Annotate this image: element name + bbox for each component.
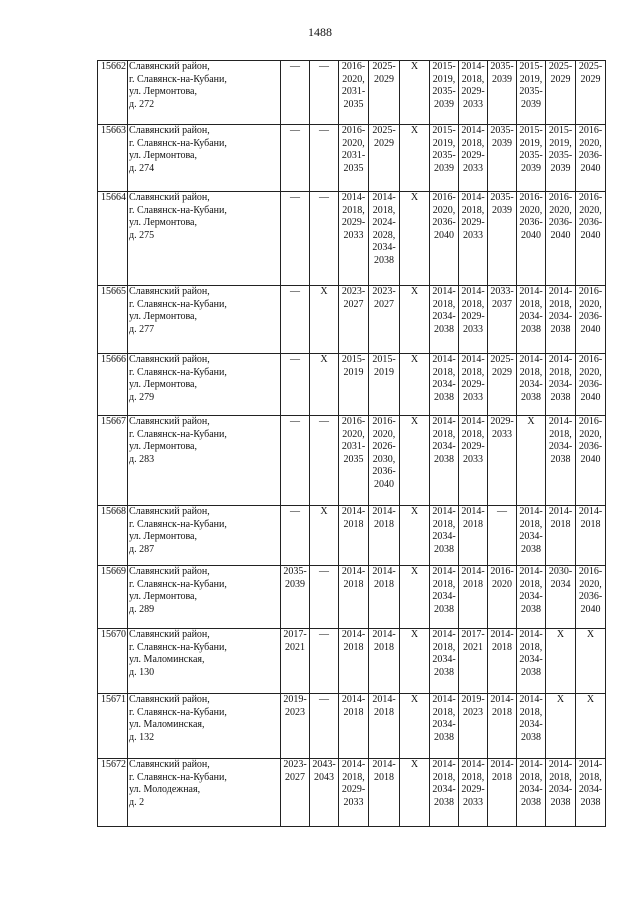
record-number: 15666	[98, 354, 128, 416]
period-cell: 2014- 2018, 2029- 2033	[459, 759, 488, 827]
address-line: Славянский район,	[129, 354, 210, 365]
period-cell: 2014- 2018, 2034- 2038	[546, 286, 576, 354]
address-line: ул. Маломинская,	[129, 654, 205, 665]
period-cell: 2015- 2019, 2035- 2039	[517, 61, 546, 125]
address-line: г. Славянск-на-Кубани,	[129, 428, 227, 440]
period-cell: 2015- 2019, 2035- 2039	[546, 125, 576, 192]
period-cell: 2014- 2018	[459, 506, 488, 566]
period-cell: 2014- 2018	[488, 694, 517, 759]
period-cell: X	[310, 354, 339, 416]
address-line: Славянский район,	[129, 506, 210, 517]
period-cell: 2014- 2018, 2034- 2038	[546, 759, 576, 827]
period-cell: 2019- 2023	[281, 694, 310, 759]
record-number: 15662	[98, 61, 128, 125]
address-cell	[128, 416, 281, 506]
period-cell: 2029- 2033	[488, 416, 517, 506]
address-line: д. 274	[129, 162, 155, 174]
period-cell: —	[310, 566, 339, 629]
period-cell: 2014- 2018	[339, 566, 369, 629]
period-cell: —	[488, 506, 517, 566]
address-line: г. Славянск-на-Кубани,	[129, 204, 227, 216]
address-line: Славянский район,	[129, 125, 210, 136]
period-cell: 2014- 2018	[369, 506, 400, 566]
address-cell	[128, 566, 281, 629]
record-number: 15670	[98, 629, 128, 694]
address-cell	[128, 694, 281, 759]
address-line: ул. Лермонтова,	[129, 441, 197, 452]
period-cell: 2016- 2020, 2036- 2040	[576, 566, 606, 629]
period-cell: 2014- 2018, 2029- 2033	[459, 416, 488, 506]
period-cell: 2016- 2020, 2031- 2035	[339, 416, 369, 506]
period-cell: 2016- 2020, 2036- 2040	[576, 125, 606, 192]
period-cell: 2014- 2018	[369, 694, 400, 759]
period-cell: 2025- 2029	[369, 125, 400, 192]
record-number: 15668	[98, 506, 128, 566]
address-cell	[128, 354, 281, 416]
period-cell: 2014- 2018, 2029- 2033	[459, 286, 488, 354]
address-line: ул. Лермонтова,	[129, 379, 197, 390]
address-line: г. Славянск-на-Кубани,	[129, 518, 227, 530]
period-cell: X	[400, 759, 430, 827]
address-cell	[128, 286, 281, 354]
period-cell: X	[517, 416, 546, 506]
period-cell: X	[400, 506, 430, 566]
period-cell: 2014- 2018, 2029- 2033	[459, 125, 488, 192]
address-line: ул. Лермонтова,	[129, 531, 197, 542]
address-line: д. 275	[129, 229, 155, 241]
period-cell: 2016- 2020, 2036- 2040	[430, 192, 459, 286]
address-line: г. Славянск-на-Кубани,	[129, 771, 227, 783]
period-cell: 2016- 2020, 2036- 2040	[576, 286, 606, 354]
record-number: 15667	[98, 416, 128, 506]
period-cell: 2019- 2023	[459, 694, 488, 759]
table-row	[98, 286, 606, 354]
address-line: Славянский район,	[129, 416, 210, 427]
period-cell: 2015- 2019, 2035- 2039	[430, 61, 459, 125]
period-cell: 2035- 2039	[488, 192, 517, 286]
period-cell: 2014- 2018	[339, 629, 369, 694]
record-number: 15665	[98, 286, 128, 354]
table-row	[98, 354, 606, 416]
period-cell: X	[546, 629, 576, 694]
period-cell: 2014- 2018	[546, 506, 576, 566]
address-line: д. 2	[129, 796, 145, 808]
address-line: д. 287	[129, 543, 155, 555]
address-line: ул. Лермонтова,	[129, 217, 197, 228]
period-cell: —	[310, 416, 339, 506]
table-row	[98, 61, 606, 125]
address-line: ул. Маломинская,	[129, 719, 205, 730]
period-cell: X	[310, 286, 339, 354]
address-cell	[128, 759, 281, 827]
period-cell: 2014- 2018, 2029- 2033	[459, 61, 488, 125]
period-cell: 2014- 2018, 2034- 2038	[430, 506, 459, 566]
period-cell: —	[310, 61, 339, 125]
record-number: 15671	[98, 694, 128, 759]
period-cell: 2014- 2018, 2034- 2038	[430, 354, 459, 416]
period-cell: 2016- 2020, 2031- 2035	[339, 61, 369, 125]
address-line: д. 130	[129, 666, 155, 678]
address-line: г. Славянск-на-Кубани,	[129, 706, 227, 718]
period-cell: 2014- 2018	[369, 759, 400, 827]
period-cell: —	[310, 125, 339, 192]
period-cell: 2025- 2029	[488, 354, 517, 416]
period-cell: 2016- 2020, 2036- 2040	[546, 192, 576, 286]
address-line: ул. Лермонтова,	[129, 150, 197, 161]
period-cell: 2014- 2018, 2029- 2033	[459, 354, 488, 416]
period-cell: 2016- 2020, 2036- 2040	[576, 354, 606, 416]
period-cell: 2014- 2018	[459, 566, 488, 629]
record-number: 15663	[98, 125, 128, 192]
address-line: д. 132	[129, 731, 155, 743]
address-cell	[128, 192, 281, 286]
period-cell: 2016- 2020, 2026- 2030, 2036- 2040	[369, 416, 400, 506]
address-line: Славянский район,	[129, 61, 210, 72]
address-line: д. 272	[129, 98, 155, 110]
period-cell: 2035- 2039	[488, 125, 517, 192]
period-cell: 2014- 2018	[339, 506, 369, 566]
period-cell: 2014- 2018, 2034- 2038	[546, 354, 576, 416]
address-line: г. Славянск-на-Кубани,	[129, 298, 227, 310]
period-cell: X	[576, 694, 606, 759]
address-cell	[128, 506, 281, 566]
period-cell: 2014- 2018, 2034- 2038	[576, 759, 606, 827]
period-cell: 2014- 2018, 2034- 2038	[517, 629, 546, 694]
period-cell: —	[310, 192, 339, 286]
table-row	[98, 506, 606, 566]
period-cell: 2043- 2043	[310, 759, 339, 827]
period-cell: 2023- 2027	[369, 286, 400, 354]
period-cell: 2016- 2020, 2036- 2040	[576, 192, 606, 286]
period-cell: 2014- 2018, 2034- 2038	[517, 759, 546, 827]
period-cell: 2014- 2018	[369, 566, 400, 629]
period-cell: 2014- 2018, 2034- 2038	[430, 694, 459, 759]
period-cell: 2035- 2039	[488, 61, 517, 125]
address-line: г. Славянск-на-Кубани,	[129, 137, 227, 149]
period-cell: 2016- 2020, 2036- 2040	[576, 416, 606, 506]
table-row	[98, 192, 606, 286]
period-cell: X	[400, 566, 430, 629]
period-cell: 2014- 2018, 2029- 2033	[339, 759, 369, 827]
period-cell: —	[281, 416, 310, 506]
period-cell: X	[546, 694, 576, 759]
period-cell: 2023- 2027	[281, 759, 310, 827]
period-cell: 2016- 2020	[488, 566, 517, 629]
period-cell: X	[400, 286, 430, 354]
address-line: Славянский район,	[129, 759, 210, 770]
address-line: д. 283	[129, 453, 155, 465]
period-cell: 2017- 2021	[281, 629, 310, 694]
address-line: г. Славянск-на-Кубани,	[129, 641, 227, 653]
period-cell: 2014- 2018, 2034- 2038	[430, 286, 459, 354]
period-cell: X	[310, 506, 339, 566]
period-cell: X	[400, 125, 430, 192]
address-cell	[128, 629, 281, 694]
address-line: ул. Молодежная,	[129, 784, 201, 795]
address-line: д. 277	[129, 323, 155, 335]
period-cell: 2014- 2018, 2034- 2038	[517, 506, 546, 566]
period-cell: —	[281, 125, 310, 192]
registry-table	[97, 60, 606, 827]
period-cell: —	[310, 629, 339, 694]
period-cell: 2016- 2020, 2031- 2035	[339, 125, 369, 192]
period-cell: 2014- 2018, 2034- 2038	[430, 759, 459, 827]
period-cell: 2035- 2039	[281, 566, 310, 629]
address-cell	[128, 125, 281, 192]
period-cell: X	[576, 629, 606, 694]
period-cell: 2023- 2027	[339, 286, 369, 354]
period-cell: 2016- 2020, 2036- 2040	[517, 192, 546, 286]
period-cell: 2014- 2018, 2029- 2033	[459, 192, 488, 286]
period-cell: X	[400, 629, 430, 694]
period-cell: 2025- 2029	[369, 61, 400, 125]
record-number: 15672	[98, 759, 128, 827]
period-cell: X	[400, 694, 430, 759]
period-cell: 2017- 2021	[459, 629, 488, 694]
table-row	[98, 759, 606, 827]
period-cell: 2025- 2029	[546, 61, 576, 125]
record-number: 15669	[98, 566, 128, 629]
address-line: Славянский район,	[129, 694, 210, 705]
period-cell: 2014- 2018	[488, 629, 517, 694]
address-line: ул. Лермонтова,	[129, 591, 197, 602]
table-row	[98, 566, 606, 629]
period-cell: 2014- 2018, 2034- 2038	[517, 566, 546, 629]
period-cell: X	[400, 354, 430, 416]
address-line: Славянский район,	[129, 629, 210, 640]
table-row	[98, 416, 606, 506]
table-row	[98, 694, 606, 759]
address-line: ул. Лермонтова,	[129, 311, 197, 322]
table-row	[98, 125, 606, 192]
period-cell: —	[281, 61, 310, 125]
period-cell: 2014- 2018	[369, 629, 400, 694]
period-cell: 2014- 2018, 2034- 2038	[430, 629, 459, 694]
period-cell: 2014- 2018, 2034- 2038	[430, 566, 459, 629]
period-cell: 2014- 2018, 2034- 2038	[517, 694, 546, 759]
period-cell: —	[281, 506, 310, 566]
period-cell: 2014- 2018, 2034- 2038	[517, 286, 546, 354]
period-cell: 2015- 2019	[369, 354, 400, 416]
period-cell: 2015- 2019, 2035- 2039	[517, 125, 546, 192]
period-cell: 2014- 2018, 2029- 2033	[339, 192, 369, 286]
address-line: д. 279	[129, 391, 155, 403]
period-cell: 2014- 2018	[339, 694, 369, 759]
period-cell: X	[400, 416, 430, 506]
record-number: 15664	[98, 192, 128, 286]
table-row	[98, 629, 606, 694]
period-cell: —	[281, 354, 310, 416]
period-cell: 2014- 2018	[488, 759, 517, 827]
address-line: г. Славянск-на-Кубани,	[129, 366, 227, 378]
address-line: г. Славянск-на-Кубани,	[129, 73, 227, 85]
registry-rows	[98, 61, 606, 827]
period-cell: 2014- 2018, 2034- 2038	[430, 416, 459, 506]
address-line: ул. Лермонтова,	[129, 86, 197, 97]
period-cell: 2014- 2018	[576, 506, 606, 566]
period-cell: 2015- 2019, 2035- 2039	[430, 125, 459, 192]
period-cell: 2014- 2018, 2034- 2038	[517, 354, 546, 416]
address-line: Славянский район,	[129, 286, 210, 297]
period-cell: 2014- 2018, 2034- 2038	[546, 416, 576, 506]
period-cell: 2015- 2019	[339, 354, 369, 416]
period-cell: —	[281, 192, 310, 286]
address-line: Славянский район,	[129, 192, 210, 203]
period-cell: —	[310, 694, 339, 759]
period-cell: 2025- 2029	[576, 61, 606, 125]
period-cell: 2014- 2018, 2024- 2028, 2034- 2038	[369, 192, 400, 286]
address-cell	[128, 61, 281, 125]
period-cell: 2030- 2034	[546, 566, 576, 629]
period-cell: X	[400, 61, 430, 125]
address-line: г. Славянск-на-Кубани,	[129, 578, 227, 590]
address-line: д. 289	[129, 603, 155, 615]
page-number: 1488	[308, 25, 332, 39]
address-line: Славянский район,	[129, 566, 210, 577]
period-cell: 2033- 2037	[488, 286, 517, 354]
period-cell: —	[281, 286, 310, 354]
period-cell: X	[400, 192, 430, 286]
